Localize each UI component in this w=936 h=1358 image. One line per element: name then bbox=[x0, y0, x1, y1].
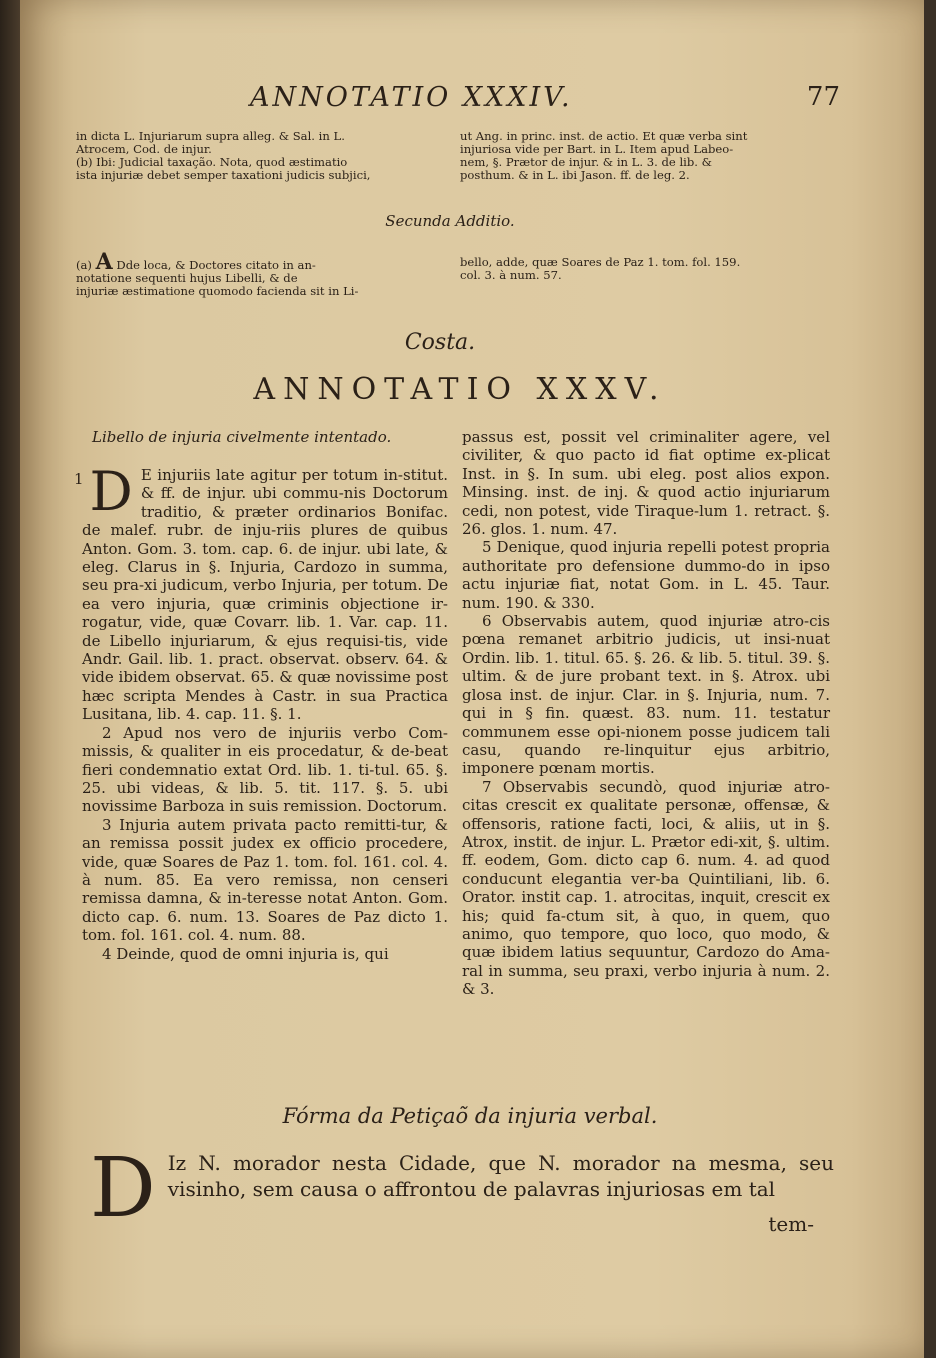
paragraph-7: 7 Observabis secundò, quod injuriæ atro-citas crescit ex qualitate personæ, offensæ, & offensoris, ratione facti, loci, & aliis, ut in §. Atrox, instit. de injur. L. Prætor edi-xit, §. ultim. ff. eodem, Gom. dicto cap 6. num. 4. ad quod conducunt elegantia ver-ba Quintiliani, lib. 6. Orator. instit cap. 1. atrocitas, inquit, crescit ex his; quid fa-ctum sit, à quo, in quem, quo animo, quo tempore, quo loco, quo modo, & quæ ibidem latius sequuntur, Cardozo do Ama-ral in summa, seu praxi, verbo injuria à num. 2. & 3. bbox=[462, 777, 830, 999]
addition-line: injuriæ æstimatione quomodo facienda sit in Li- bbox=[76, 284, 359, 298]
note-line: ut Ang. in princ. inst. de actio. Et quæ verba sint bbox=[460, 129, 748, 143]
book-page bbox=[20, 0, 924, 1358]
addition-left-column bbox=[76, 249, 446, 298]
notes-right-column bbox=[460, 130, 840, 182]
addition-initial: A bbox=[95, 249, 113, 275]
paragraph-continued: passus est, possit vel criminaliter agere, vel civiliter, & quo pacto id fiat optime ex-plicat Inst. in §. In sum. ubi eleg. post alios expon. Minsing. inst. de inj. & quod actio injuriarum cedi, non potest, vide Tiraque-lum 1. retract. §. 26. glos. 1. num. 47. bbox=[462, 428, 830, 539]
paragraph-2: 2 Apud nos vero de injuriis verbo Com-missis, & qualiter in eis procedatur, & de-beat fieri condemnatio extat Ord. lib. 1. ti-tul. 65. §. 25. ubi videas, & lib. 5. tit. 117. §. 5. ubi novissime Barboza in suis remission. Doctorum. bbox=[82, 723, 448, 816]
paragraph-3: 3 Injuria autem privata pacto remitti-tur, & an remissa possit judex ex officio procedere, vide, quæ Soares de Paz 1. tom. fol. 161. col. 4. à num. 85. Ea vero remissa, non censeri remissa damna, & in-teresse notat Anton. Gom. dicto cap. 6. num. 13. Soares de Paz dicto 1. tom. fol. 161. col. 4. num. 88. bbox=[82, 815, 448, 945]
drop-cap: D bbox=[89, 460, 133, 523]
notes-left-column bbox=[76, 130, 446, 182]
paragraph-1 bbox=[74, 460, 448, 724]
addition-line: notatione sequenti hujus Libelli, & de bbox=[76, 271, 298, 285]
petition-drop-cap: D bbox=[90, 1141, 156, 1236]
body-right-column bbox=[462, 428, 830, 999]
addition-line: col. 3. à num. 57. bbox=[460, 268, 562, 282]
note-line: injuriosa vide per Bart. in L. Item apud Labeo- bbox=[460, 142, 734, 156]
paragraph-6: 6 Observabis autem, quod injuriæ atro-cis pœna remanet arbitrio judicis, ut insi-nuat Ordin. lib. 1. titul. 65. §. 26. & lib. 5. titul. 39. §. ultim. & de jure probant text. in §. Atrox. ubi glosa inst. de injur. Clar. in §. Injuria, num. 7. qui in § fin. quæst. 83. num. 11. testatur communem esse opi-nionem posse judicem tali casu, quando re-linquitur ejus arbitrio, imponere pœnam mortis. bbox=[462, 612, 830, 778]
annotatio-title: ANNOTATIO XXXV. bbox=[253, 372, 667, 407]
note-line: nem, §. Prætor de injur. & in L. 3. de lib. & bbox=[460, 155, 712, 169]
section-subheading: Libello de injuria civelmente intentado. bbox=[92, 428, 392, 446]
catchword: tem- bbox=[768, 1212, 814, 1236]
addition-heading: Secunda Additio. bbox=[385, 212, 515, 230]
note-line: posthum. & in L. ibi Jason. ff. de leg. 2. bbox=[460, 168, 690, 182]
note-line: (b) Ibi: Judicial taxação. Nota, quod æstimatio bbox=[76, 155, 348, 169]
note-line: ista injuriæ debet semper taxationi judicis subjici, bbox=[76, 168, 371, 182]
addition-line: bello, adde, quæ Soares de Paz 1. tom. fol. 159. bbox=[460, 255, 741, 269]
note-line: Atrocem, Cod. de injur. bbox=[76, 142, 212, 156]
paragraph-text: E injuriis late agitur per totum in-stitut. & ff. de injur. ubi commu-nis Doctorum traditio, & præter ordinarios Bonifac. de malef. rubr. de inju-riis plures de quibus Anton. Gom. 3. tom. cap. 6. de injur. ubi late, & eleg. Clarus in §. Injuria, Cardozo in summa, seu pra-xi judicum, verbo Injuria, per totum. De ea vero injuria, quæ criminis objectione ir-rogatur, vide, quæ Covarr. lib. 1. Var. cap. 11. de Libello injuriarum, & ejus requisi-tis, vide Andr. Gail. lib. 1. pract. observat. observ. 64. & vide ibidem observat. 65. & quæ novissime post hæc scripta Mendes à Castr. in sua Practica Lusitana, lib. 4. cap. 11. §. 1. bbox=[82, 466, 448, 724]
running-header bbox=[250, 82, 840, 118]
body-left-column bbox=[74, 460, 448, 963]
petition-body: Iz N. morador nesta Cidade, que N. morador na mesma, seu visinho, sem causa o affrontou de palavras injuriosas em tal bbox=[167, 1151, 834, 1201]
note-line: in dicta L. Injuriarum supra alleg. & Sal. in L. bbox=[76, 129, 345, 143]
forma-heading: Fórma da Petiçaõ da injuria verbal. bbox=[282, 1104, 658, 1128]
book-gutter bbox=[0, 0, 20, 1358]
paragraph-5: 5 Denique, quod injuria repelli potest propria authoritate pro defensione dummo-do in ipso actu injuriæ fiat, notat Gom. in L. 45. Taur. num. 190. & 330. bbox=[462, 538, 830, 612]
addition-line bbox=[76, 249, 446, 275]
addition-text: Dde loca, & Doctores citato in an- bbox=[116, 258, 316, 272]
paragraph-4: 4 Deinde, quod de omni injuria is, qui bbox=[102, 944, 389, 963]
header-title: ANNOTATIO XXXIV. bbox=[250, 82, 573, 113]
paragraph-number: 1 bbox=[74, 470, 84, 488]
addition-right-column bbox=[460, 256, 840, 282]
addition-marker: (a) bbox=[76, 258, 92, 272]
page-number: 77 bbox=[806, 82, 840, 112]
costa-signature: Costa. bbox=[404, 330, 476, 355]
